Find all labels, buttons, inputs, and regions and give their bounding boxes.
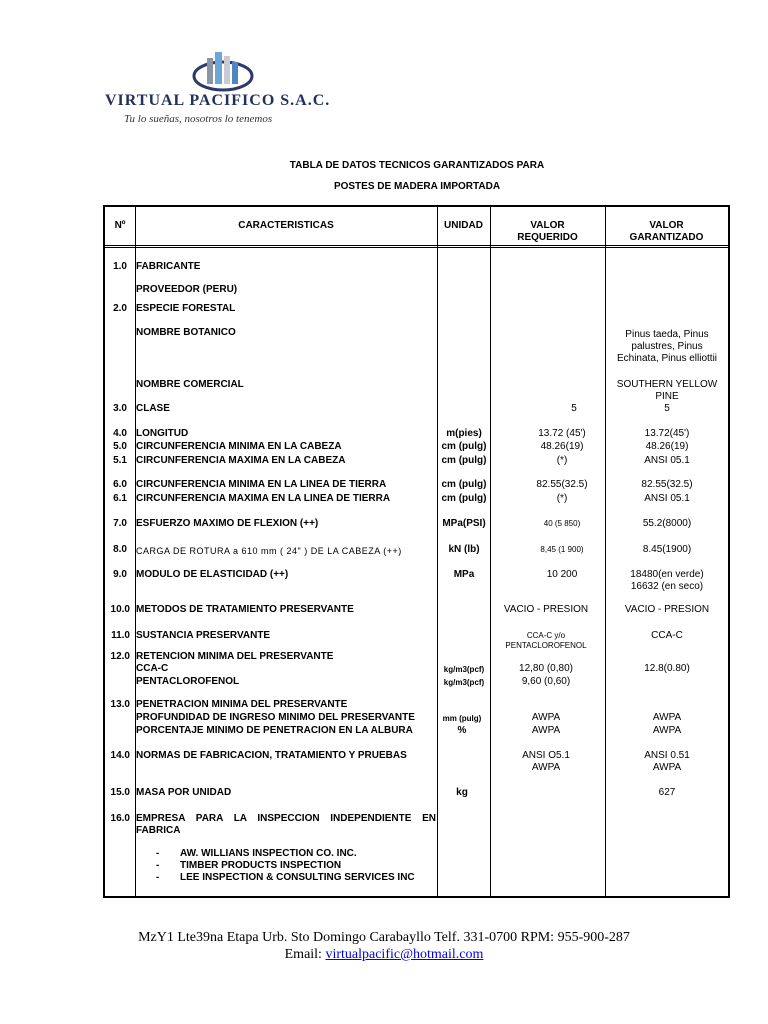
value-garantizado: palustres, Pinus bbox=[631, 341, 703, 352]
value-requerido: 8,45 (1 900) bbox=[540, 545, 584, 554]
row-number: 13.0 bbox=[110, 699, 130, 710]
value-requerido: (*) bbox=[556, 455, 568, 466]
row-caracteristica: ESFUERZO MAXIMO DE FLEXION (++) bbox=[136, 518, 319, 529]
row-caracteristica: CIRCUNFERENCIA MINIMA EN LA LINEA DE TIERRA bbox=[136, 479, 387, 490]
row-caracteristica: CIRCUNFERENCIA MAXIMA EN LA LINEA DE TIERRA bbox=[136, 493, 391, 504]
company-logo bbox=[188, 50, 258, 96]
row-number: 7.0 bbox=[113, 518, 127, 529]
value-garantizado: 8.45(1900) bbox=[642, 544, 692, 555]
row-caracteristica: PENETRACION MINIMA DEL PRESERVANTE bbox=[136, 699, 348, 710]
value-requerido: PENTACLOROFENOL bbox=[505, 641, 587, 650]
row-unidad: cm (pulg) bbox=[441, 479, 487, 490]
row-number: 16.0 bbox=[110, 813, 130, 824]
value-requerido: 5 bbox=[571, 403, 577, 414]
row-unidad: kg/m3(pcf) bbox=[443, 665, 485, 674]
row-number: 6.1 bbox=[113, 493, 127, 504]
value-garantizado: 5 bbox=[664, 403, 670, 414]
row-number: 4.0 bbox=[113, 428, 127, 439]
value-garantizado: CCA-C bbox=[651, 630, 683, 641]
row-number: 15.0 bbox=[110, 787, 130, 798]
value-garantizado: AWPA bbox=[652, 725, 682, 736]
row-unidad: kN (lb) bbox=[448, 544, 480, 555]
footer-email bbox=[0, 946, 768, 963]
row-caracteristica: PROVEEDOR (PERU) bbox=[136, 284, 238, 295]
row-caracteristica: NORMAS DE FABRICACION, TRATAMIENTO Y PRUEBAS bbox=[136, 750, 407, 761]
row-unidad: cm (pulg) bbox=[441, 441, 487, 452]
row-number: 12.0 bbox=[110, 651, 130, 662]
company-slogan: Tu lo sueñas, nosotros lo tenemos bbox=[124, 113, 273, 125]
row-caracteristica: METODOS DE TRATAMIENTO PRESERVANTE bbox=[136, 604, 354, 615]
row-number: 8.0 bbox=[113, 544, 127, 555]
header-valor-requerido: VALOR REQUERIDO bbox=[517, 220, 578, 243]
value-garantizado: VACIO - PRESION bbox=[624, 604, 710, 615]
document-title: TABLA DE DATOS TECNICOS GARANTIZADOS PARA bbox=[289, 160, 545, 171]
header-caracteristicas: CARACTERISTICAS bbox=[238, 220, 334, 231]
row-unidad: MPa(PSI) bbox=[442, 518, 486, 529]
row-caracteristica: LONGITUD bbox=[136, 428, 189, 439]
row-caracteristica: SUSTANCIA PRESERVANTE bbox=[136, 630, 271, 641]
value-garantizado: PINE bbox=[655, 391, 679, 402]
header-valor-garantizado: VALOR GARANTIZADO bbox=[629, 220, 704, 243]
row-number: 11.0 bbox=[111, 630, 130, 641]
value-requerido: 13.72 (45') bbox=[538, 428, 586, 439]
row-caracteristica: NOMBRE BOTANICO bbox=[136, 327, 236, 338]
row-unidad: kg bbox=[456, 787, 468, 798]
list-item: - AW. WILLIANS INSPECTION CO. INC. bbox=[156, 848, 357, 859]
inspection-company-list bbox=[156, 848, 415, 884]
row-caracteristica: FABRICANTE bbox=[136, 261, 201, 272]
list-item: - LEE INSPECTION & CONSULTING SERVICES INC bbox=[156, 872, 415, 883]
value-requerido: (*) bbox=[556, 493, 568, 504]
row-caracteristica: RETENCION MINIMA DEL PRESERVANTE bbox=[136, 651, 334, 662]
row-caracteristica: CARGA DE ROTURA a 610 mm ( 24" ) DE LA CABEZA (++) bbox=[136, 546, 402, 556]
value-garantizado: SOUTHERN YELLOW bbox=[616, 379, 718, 390]
value-garantizado: ANSI 05.1 bbox=[644, 455, 690, 466]
value-garantizado: 82.55(32.5) bbox=[641, 479, 693, 490]
value-requerido: 48.26(19) bbox=[540, 441, 584, 452]
row-number: 2.0 bbox=[113, 303, 127, 314]
row-number: 5.0 bbox=[113, 441, 127, 452]
row-caracteristica: MASA POR UNIDAD bbox=[136, 787, 232, 798]
value-garantizado: 18480(en verde) bbox=[630, 569, 704, 580]
row-caracteristica: ESPECIE FORESTAL bbox=[136, 303, 236, 314]
row-caracteristica: PROFUNDIDAD DE INGRESO MINIMO DEL PRESERVANTE bbox=[136, 712, 415, 723]
value-garantizado: 55.2(8000) bbox=[642, 518, 692, 529]
value-requerido: AWPA bbox=[531, 725, 561, 736]
email-link[interactable]: virtualpacific@hotmail.com bbox=[325, 947, 484, 962]
row-caracteristica: CIRCUNFERENCIA MINIMA EN LA CABEZA bbox=[136, 441, 342, 452]
row-caracteristica: CCA-C bbox=[136, 663, 169, 674]
row-number: 1.0 bbox=[113, 261, 127, 272]
row-unidad: mm (pulg) bbox=[442, 714, 482, 723]
value-requerido: 40 (5 850) bbox=[543, 519, 581, 528]
value-garantizado: 48.26(19) bbox=[645, 441, 689, 452]
row-caracteristica: PENTACLOROFENOL bbox=[136, 676, 240, 687]
value-requerido: CCA-C y/o bbox=[526, 631, 566, 640]
header-number: Nº bbox=[114, 220, 126, 231]
value-requerido: AWPA bbox=[531, 712, 561, 723]
row-caracteristica: EMPRESA PARA LA INSPECCION INDEPENDIENTE EN FABRICA bbox=[136, 813, 436, 836]
row-caracteristica: MODULO DE ELASTICIDAD (++) bbox=[136, 569, 289, 580]
document-subtitle: POSTES DE MADERA IMPORTADA bbox=[333, 181, 501, 192]
footer-address: MzY1 Lte39na Etapa Urb. Sto Domingo Carabayllo Telf. 331-0700 RPM: 955-900-287 bbox=[138, 930, 630, 945]
email-label: Email: bbox=[284, 947, 322, 962]
value-garantizado: Pinus taeda, Pinus bbox=[625, 329, 709, 340]
value-garantizado: AWPA bbox=[652, 762, 682, 773]
value-requerido: AWPA bbox=[531, 762, 561, 773]
value-garantizado: ANSI 05.1 bbox=[644, 493, 690, 504]
value-garantizado: 13.72(45') bbox=[644, 428, 690, 439]
row-unidad: m(pies) bbox=[446, 428, 482, 439]
value-garantizado: 627 bbox=[658, 787, 676, 798]
value-requerido: 9,60 (0,60) bbox=[521, 676, 571, 687]
row-caracteristica: PORCENTAJE MINIMO DE PENETRACION EN LA ALBURA bbox=[136, 725, 413, 736]
row-unidad: cm (pulg) bbox=[441, 455, 487, 466]
value-garantizado: Echinata, Pinus elliottii bbox=[616, 353, 718, 364]
value-garantizado: 16632 (en seco) bbox=[630, 581, 704, 592]
row-caracteristica: CLASE bbox=[136, 403, 170, 414]
value-garantizado: AWPA bbox=[652, 712, 682, 723]
row-caracteristica: NOMBRE COMERCIAL bbox=[136, 379, 244, 390]
value-requerido: VACIO - PRESION bbox=[503, 604, 589, 615]
value-garantizado: ANSI 0.51 bbox=[644, 750, 690, 761]
value-garantizado: 12.8(0.80) bbox=[644, 663, 690, 674]
row-number: 6.0 bbox=[113, 479, 127, 490]
company-name: VIRTUAL PACIFICO S.A.C. bbox=[105, 92, 331, 109]
header-unidad: UNIDAD bbox=[444, 220, 483, 231]
value-requerido: 10 200 bbox=[546, 569, 578, 580]
row-number: 14.0 bbox=[110, 750, 130, 761]
row-unidad: cm (pulg) bbox=[441, 493, 487, 504]
row-caracteristica: CIRCUNFERENCIA MAXIMA EN LA CABEZA bbox=[136, 455, 346, 466]
value-requerido: ANSI O5.1 bbox=[522, 750, 570, 761]
row-unidad: % bbox=[457, 725, 467, 736]
list-item: - TIMBER PRODUCTS INSPECTION bbox=[156, 860, 342, 871]
value-requerido: 12,80 (0,80) bbox=[519, 663, 573, 674]
value-requerido: 82.55(32.5) bbox=[536, 479, 588, 490]
row-number: 9.0 bbox=[113, 569, 127, 580]
row-number: 3.0 bbox=[113, 403, 127, 414]
row-number: 5.1 bbox=[113, 455, 127, 466]
row-unidad: MPa bbox=[453, 569, 475, 580]
row-number: 10.0 bbox=[110, 604, 130, 615]
row-unidad: kg/m3(pcf) bbox=[443, 678, 485, 687]
